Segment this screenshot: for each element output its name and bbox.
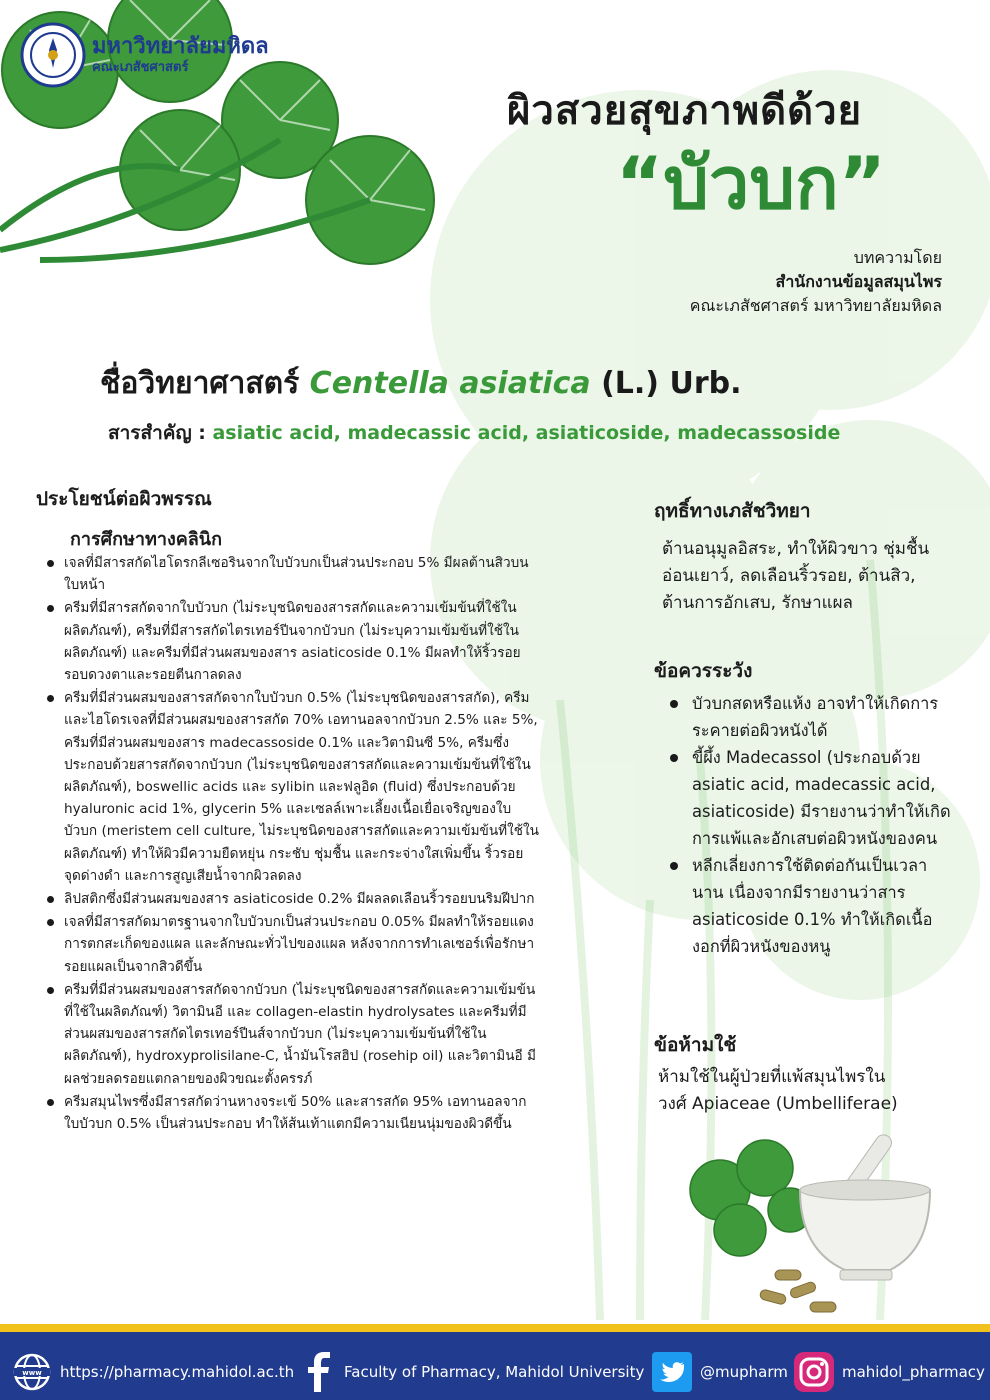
precautions-list: [662, 690, 952, 960]
website-url[interactable]: https://pharmacy.mahidol.ac.th: [60, 1363, 295, 1381]
facebook-name[interactable]: Faculty of Pharmacy, Mahidol University: [344, 1363, 645, 1381]
species-name: Centella asiatica: [309, 366, 591, 401]
pharmacology-heading: ฤทธิ์ทางเภสัชวิทยา: [654, 500, 811, 522]
key-compounds-label: สารสำคัญ :: [108, 422, 206, 444]
footer-instagram[interactable]: [794, 1352, 985, 1392]
clinical-subheading: การศึกษาทางคลินิก: [70, 529, 223, 550]
university-logo: [20, 22, 269, 88]
capsules: [759, 1270, 836, 1312]
list-item: ครีมที่มีส่วนผสมของสารสกัดจากบัวบก (ไม่ระบุชนิดของสารสกัดและความเข้มข้นที่ใช้ในผลิตภัณฑ์) วิตามินอี และ collagen-elastin hydrolysates และครีมที่มีส่วนผสมของสารสกัดไตรเทอร์ปีนส์จากบัวบก (ไม่ระบุความเข้มข้นที่ใช้ในผลิตภัณฑ์), hydroxyprolisilane-C, น้ำมันโรสฮิป (rosehip oil) และวิตามินอี มีผลช่วยลดรอยแตกลายของผิวขณะตั้งครรภ์: [38, 979, 540, 1090]
contraindications-text: ห้ามใช้ในผู้ป่วยที่แพ้สมุนไพรในวงศ์ Apiaceae (Umbelliferae): [658, 1067, 898, 1114]
scientific-name: [100, 360, 741, 407]
benefits-list: [38, 552, 540, 1136]
title-line-1: ผิวสวยสุขภาพดีด้วย: [506, 88, 862, 134]
list-item: ลิปสติกซึ่งมีส่วนผสมของสาร asiaticoside 0.2% มีผลลดเลือนริ้วรอยบนริมฝีปาก: [38, 888, 540, 910]
facebook-icon: [304, 1352, 336, 1392]
globe-icon: [12, 1352, 52, 1392]
pharmacology-text: ต้านอนุมูลอิสระ, ทำให้ผิวขาว ชุ่มชื้น อ่อนเยาว์, ลดเลือนริ้วรอย, ต้านสิว, ต้านการอักเสบ, รักษาแผล: [662, 539, 930, 613]
list-item: ขี้ผึ้ง Madecassol (ประกอบด้วย asiatic acid, madecassic acid, asiaticoside) มีรายงานว่าทำให้เกิดการแพ้และอักเสบต่อผิวหนังของคน: [662, 744, 952, 852]
university-name: มหาวิทยาลัยมหิดล: [92, 34, 269, 59]
title-line-2: “บัวบก”: [615, 141, 886, 225]
footer: [0, 1324, 990, 1400]
byline-label: บทความโดย: [853, 248, 942, 267]
faculty-name: คณะเภสัชศาสตร์: [92, 60, 189, 75]
twitter-handle[interactable]: @mupharm: [700, 1363, 788, 1381]
byline: [690, 246, 942, 318]
university-seal-icon: [20, 22, 86, 88]
instagram-icon: [794, 1352, 834, 1392]
footer-website[interactable]: [12, 1352, 294, 1392]
species-authority: (L.) Urb.: [601, 366, 742, 401]
key-compounds-value: asiatic acid, madecassic acid, asiaticoside, madecassoside: [212, 422, 841, 444]
precautions-heading: ข้อควรระวัง: [654, 660, 753, 682]
scientific-label: ชื่อวิทยาศาสตร์: [100, 366, 300, 401]
herb-leaves: [690, 1140, 812, 1256]
list-item: ครีมสมุนไพรซึ่งมีสารสกัดว่านหางจระเข้ 50% และสารสกัด 95% เอทานอลจากใบบัวบก 0.5% เป็นส่วนประกอบ ทำให้ส้นเท้าแตกมีความเนียนนุ่มของผิวดีขึ้น: [38, 1091, 540, 1135]
list-item: เจลที่มีสารสกัดมาตรฐานจากใบบัวบกเป็นส่วนประกอบ 0.05% มีผลทำให้รอยแดง การตกสะเก็ดของแผล และลักษณะทั่วไปของแผล หลังจากการทำเลเซอร์เพื่อรักษารอยแผลเป็นจากสิวดีขึ้น: [38, 911, 540, 978]
footer-twitter[interactable]: [652, 1352, 788, 1392]
list-item: เจลที่มีสารสกัดไฮโดรกลีเซอรินจากใบบัวบกเป็นส่วนประกอบ 5% มีผลต้านสิวบนใบหน้า: [38, 552, 540, 596]
footer-gold-band: [0, 1324, 990, 1332]
mortar-pestle-illustration: [680, 1120, 960, 1320]
footer-facebook[interactable]: [304, 1352, 644, 1392]
instagram-handle[interactable]: mahidol_pharmacy: [842, 1363, 985, 1381]
list-item: ครีมที่มีสารสกัดจากใบบัวบก (ไม่ระบุชนิดของสารสกัดและความเข้มข้นที่ใช้ในผลิตภัณฑ์), ครีมที่มีสารสกัดไตรเทอร์ปีนจากบัวบก (ไม่ระบุความเข้มข้นที่ใช้ในผลิตภัณฑ์) และครีมที่มีส่วนผสมของสาร asiaticoside 0.1% มีผลทำให้ริ้วรอยรอบดวงตาและรอยตีนกาลดลง: [38, 597, 540, 686]
twitter-icon: [652, 1352, 692, 1392]
list-item: บัวบกสดหรือแห้ง อาจทำให้เกิดการระคายต่อผิวหนังได้: [662, 690, 952, 744]
benefits-heading: ประโยชน์ต่อผิวพรรณ: [36, 488, 212, 510]
key-compounds: [108, 418, 840, 448]
svg-text:www: www: [22, 1369, 42, 1377]
byline-org: สำนักงานข้อมูลสมุนไพร: [775, 272, 942, 291]
byline-faculty: คณะเภสัชศาสตร์ มหาวิทยาลัยมหิดล: [689, 296, 942, 315]
contraindications-heading: ข้อห้ามใช้: [654, 1034, 737, 1056]
list-item: ครีมที่มีส่วนผสมของสารสกัดจากใบบัวบก 0.5% (ไม่ระบุชนิดของสารสกัด), ครีมและไฮโดรเจลที่มีส่วนผสมของสารสกัด 70% เอทานอลจากบัวบก 2.5% และ 5%, ครีมที่มีส่วนผสมของสาร madecassoside 0.1% และวิตามินซี 5%, ครีมซึ่งประกอบด้วยสารสกัดจากบัวบก (ไม่ระบุชนิดของสารสกัดและความเข้มข้นที่ใช้ในผลิตภัณฑ์), boswellic acids และ sylibin และฟลูอิด (fluid) ซึ่งประกอบด้วย hyaluronic acid 1%, glycerin 5% และเซลล์เพาะเลี้ยงเนื้อเยื่อเจริญของใบบัวบก (meristem cell culture, ไม่ระบุชนิดของสารสกัดและความเข้มข้นที่ใช้ในผลิตภัณฑ์) ทำให้ผิวมีความยืดหยุ่น กระชับ ชุ่มชื้น และกระจ่างใสเพิ่มขึ้น ริ้วรอย จุดด่างดำ และการสูญเสียน้ำจากผิวลดลง: [38, 687, 540, 887]
list-item: หลีกเลี่ยงการใช้ติดต่อกันเป็นเวลานาน เนื่องจากมีรายงานว่าสาร asiaticoside 0.1% ทำให้เกิดเนื้องอกที่ผิวหนังของหนู: [662, 852, 952, 960]
